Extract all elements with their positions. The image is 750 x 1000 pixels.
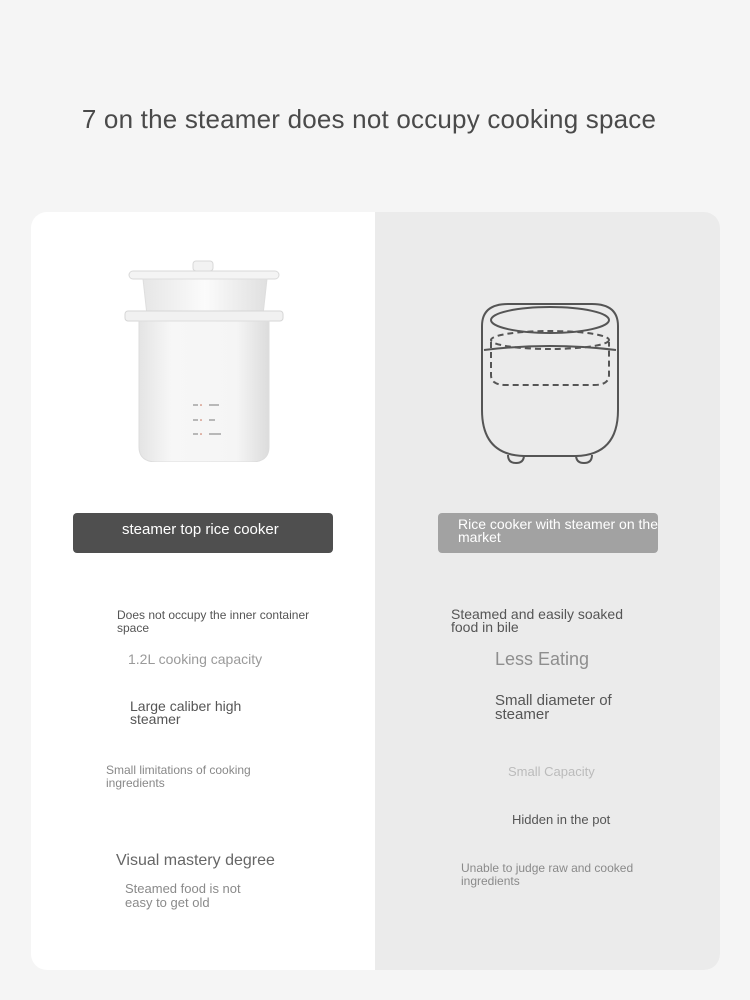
right-feature-4: Small Capacity (508, 764, 595, 779)
right-product-label-text: Rice cooker with steamer on the market (458, 516, 658, 545)
left-feature-2: 1.2L cooking capacity (128, 651, 263, 667)
steamer-rice-cooker-photo (121, 257, 291, 462)
left-feature-3: Large caliber high steamer (130, 698, 242, 727)
left-feature-1: Does not occupy the inner container space (117, 608, 310, 635)
page-headline: 7 on the steamer does not occupy cooking space (81, 104, 657, 134)
right-feature-6: Unable to judge raw and cooked ingredients (461, 861, 634, 888)
generic-rice-cooker-outline-icon (476, 300, 624, 465)
left-feature-5: Visual mastery degree (116, 852, 275, 869)
right-feature-1: Steamed and easily soaked food in bile (451, 606, 623, 635)
left-feature-4: Small limitations of cooking ingredients (106, 763, 251, 790)
right-feature-5: Hidden in the pot (512, 812, 611, 827)
right-feature-2: Less Eating (495, 649, 590, 669)
left-feature-6: Steamed food is not easy to get old (125, 881, 241, 910)
right-feature-3: Small diameter of steamer (495, 692, 612, 723)
right-product-label (438, 513, 658, 553)
comparison-card (31, 212, 720, 970)
left-product-label-text: steamer top rice cooker (122, 521, 279, 538)
left-product-label (73, 513, 333, 553)
